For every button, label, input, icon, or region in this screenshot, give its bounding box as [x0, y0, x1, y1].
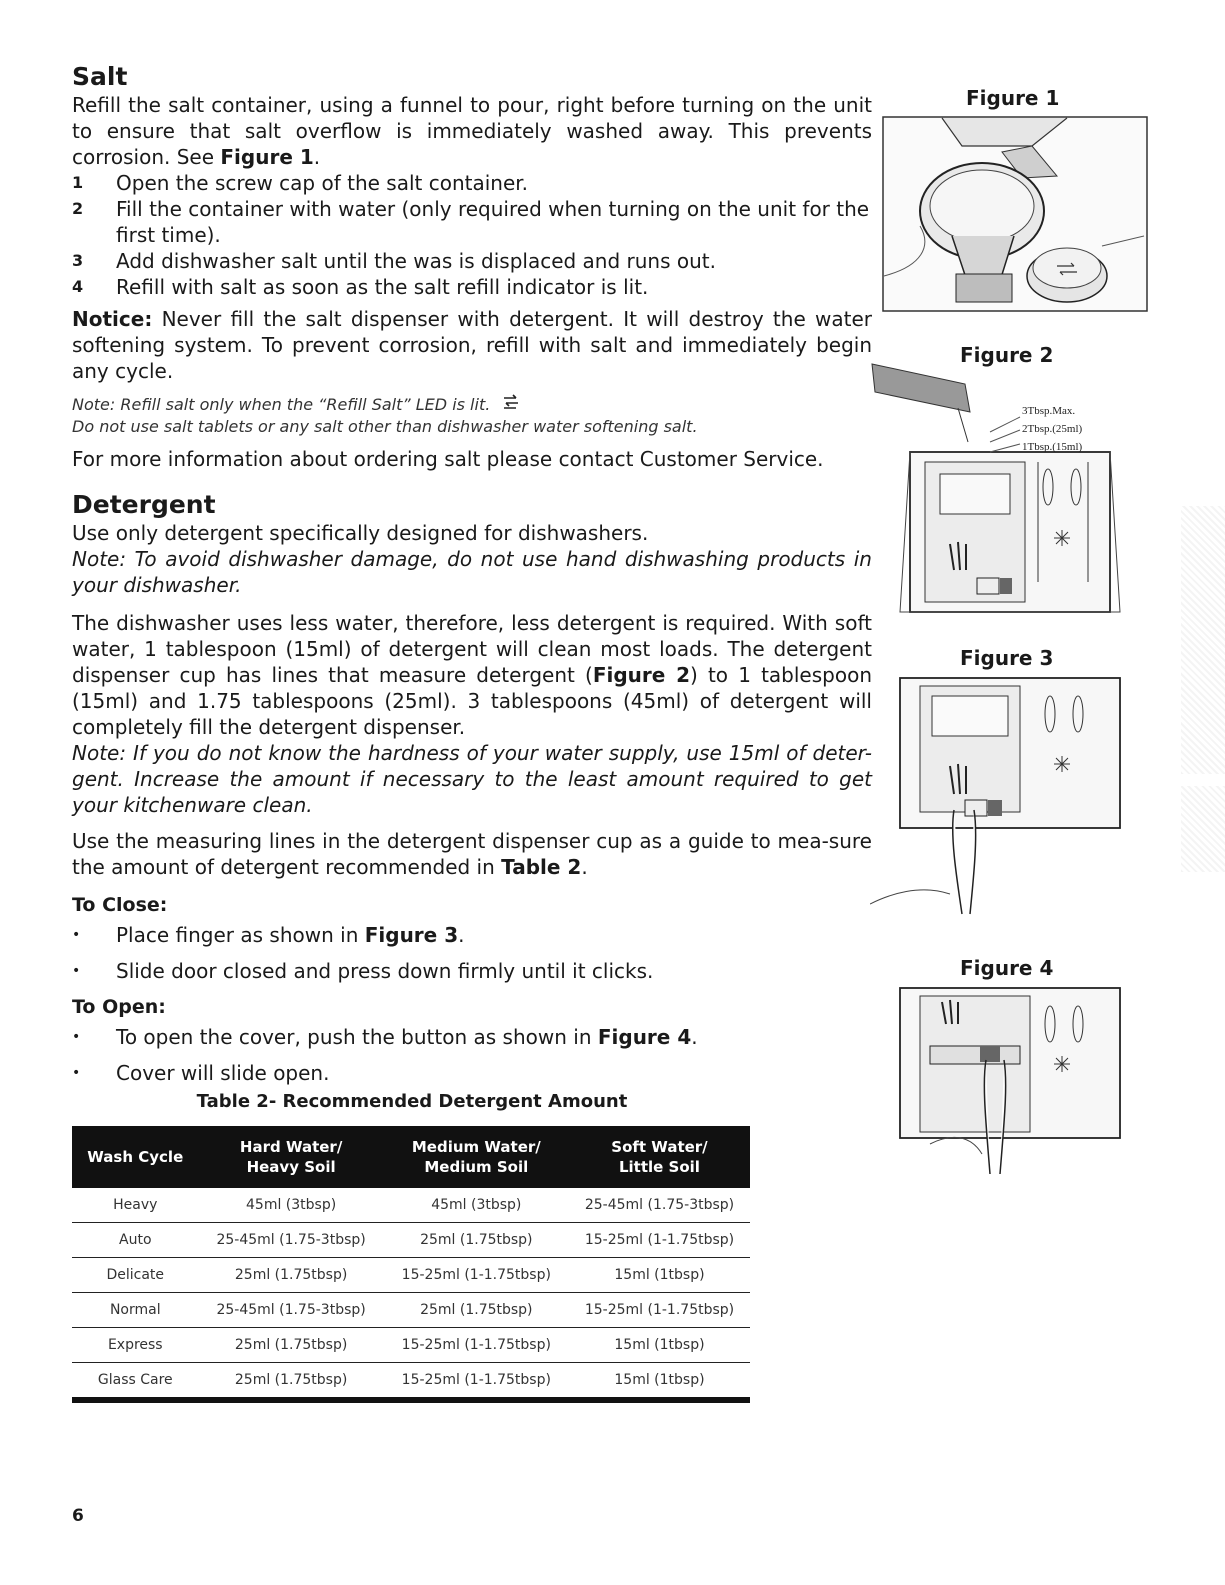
- list-item: 1 Open the screw cap of the salt container.: [72, 171, 529, 195]
- cell: Glass Care: [72, 1363, 199, 1401]
- table-2-ref: Table 2: [501, 855, 582, 879]
- cell: 25ml (1.75tbsp): [384, 1223, 569, 1258]
- text-column: [72, 62, 872, 1096]
- list-item: • Cover will slide open.: [72, 1060, 872, 1086]
- to-open-list: [72, 1024, 872, 1086]
- figure-2-detergent-dispenser-image: [870, 362, 1150, 650]
- edge-tab: [1181, 506, 1225, 774]
- figure-2-ref: Figure 2: [592, 663, 690, 687]
- list-item: • To open the cover, push the button as shown in Figure 4.: [72, 1024, 872, 1050]
- cell: 25ml (1.75tbsp): [199, 1258, 384, 1293]
- list-item: • Place finger as shown in Figure 3.: [72, 922, 872, 948]
- figure-4-open-dispenser-image: [870, 984, 1150, 1184]
- edge-tab: [1181, 786, 1225, 872]
- figure-4-title: Figure 4: [960, 956, 1054, 980]
- cell: 15-25ml (1-1.75tbsp): [384, 1258, 569, 1293]
- to-close-heading: To Close:: [72, 894, 168, 916]
- cell: Auto: [72, 1223, 199, 1258]
- salt-notice: Notice: Never fill the salt dispenser with detergent. It will destroy the water softening system. To prevent corrosion, refill with salt and immediately begin any cycle.: [72, 307, 872, 383]
- table-row: [72, 1363, 750, 1401]
- detergent-intro: Use only detergent specifically designed for dishwashers.: [72, 521, 649, 545]
- cell: Express: [72, 1328, 199, 1363]
- list-item: • Slide door closed and press down firmly until it clicks.: [72, 958, 872, 984]
- to-close-list: [72, 922, 872, 984]
- salt-more-info: For more information about ordering salt please contact Customer Service.: [72, 447, 824, 471]
- cell: 15-25ml (1-1.75tbsp): [569, 1223, 750, 1258]
- col-header-hard-water: Hard Water/ Heavy Soil: [199, 1126, 384, 1188]
- list-item: 2 Fill the container with water (only required when turning on the unit for the first time).: [72, 197, 870, 247]
- cell: 15ml (1tbsp): [569, 1258, 750, 1293]
- cell: Normal: [72, 1293, 199, 1328]
- detergent-note-hardness: Note: If you do not know the hardness of your water supply, use 15ml of deter-gent. Increase the amount if necessary to the least amount required to get your kitchenware clean.: [72, 741, 872, 817]
- figure-1-salt-funnel-image: [882, 116, 1148, 312]
- label-1tbsp: 1Tbsp.(15ml): [1022, 441, 1083, 453]
- salt-intro: Refill the salt container, using a funnel to pour, right before turning on the unit to ensure that salt overflow is immediately washed away. This prevents corrosion. See Figure 1.: [72, 93, 872, 169]
- cell: 45ml (3tbsp): [384, 1188, 569, 1223]
- cell: 15ml (1tbsp): [569, 1328, 750, 1363]
- figure-1-title: Figure 1: [966, 86, 1060, 110]
- cell: 25-45ml (1.75-3tbsp): [569, 1188, 750, 1223]
- table-row: [72, 1258, 750, 1293]
- detergent-amount-text: The dishwasher uses less water, therefore, less detergent is required. With soft water, 1 tablespoon (15ml) of detergent will clean most loads. The detergent dispenser cup has lines that measure detergent (Figure 2) to 1 tablespoon (15ml) and 1.75 tablespoons (25ml). 3 tablespoons (45ml) of detergent will completely fill the detergent dispenser.: [72, 611, 872, 739]
- figure-3-close-dispenser-image: [870, 674, 1150, 924]
- cell: 25ml (1.75tbsp): [384, 1293, 569, 1328]
- page-number: 6: [72, 1506, 84, 1526]
- figure-3-title: Figure 3: [960, 646, 1054, 670]
- list-item: 4 Refill with salt as soon as the salt refill indicator is lit.: [72, 275, 649, 299]
- table-row: [72, 1188, 750, 1223]
- cell: 25-45ml (1.75-3tbsp): [199, 1223, 384, 1258]
- table-title: Table 2- Recommended Detergent Amount: [196, 1091, 628, 1112]
- cell: 15-25ml (1-1.75tbsp): [384, 1328, 569, 1363]
- cell: 15-25ml (1-1.75tbsp): [384, 1363, 569, 1401]
- table-row: [72, 1328, 750, 1363]
- col-header-soft-water: Soft Water/ Little Soil: [569, 1126, 750, 1188]
- cell: Heavy: [72, 1188, 199, 1223]
- detergent-table: [72, 1126, 750, 1403]
- salt-heading: Salt: [72, 62, 128, 91]
- salt-steps: [72, 170, 872, 300]
- detergent-heading: Detergent: [72, 490, 216, 519]
- cell: 25-45ml (1.75-3tbsp): [199, 1293, 384, 1328]
- cell: 25ml (1.75tbsp): [199, 1328, 384, 1363]
- table-header-row: [72, 1126, 750, 1188]
- table-row: [72, 1293, 750, 1328]
- to-open-heading: To Open:: [72, 996, 166, 1018]
- salt-note-led: Note: Refill salt only when the “Refill Salt” LED is lit.: [72, 394, 872, 416]
- label-3tbsp-max: 3Tbsp.Max.: [1022, 405, 1076, 417]
- cell: 15-25ml (1-1.75tbsp): [569, 1293, 750, 1328]
- cell: 15ml (1tbsp): [569, 1363, 750, 1401]
- figure-2-labels: [1022, 402, 1082, 456]
- salt-indicator-icon: [501, 394, 521, 412]
- detergent-note-hand: Note: To avoid dishwasher damage, do not use hand dishwashing products in your dishwasher.: [72, 547, 872, 597]
- cell: 45ml (3tbsp): [199, 1188, 384, 1223]
- col-header-wash-cycle: Wash Cycle: [72, 1126, 199, 1188]
- table-row: [72, 1223, 750, 1258]
- salt-note-tablets: Do not use salt tablets or any salt other than dishwasher water softening salt.: [72, 417, 698, 436]
- cell: 25ml (1.75tbsp): [199, 1363, 384, 1401]
- label-2tbsp: 2Tbsp.(25ml): [1022, 423, 1083, 435]
- col-header-medium-water: Medium Water/ Medium Soil: [384, 1126, 569, 1188]
- figure-2-title: Figure 2: [960, 343, 1054, 367]
- figure-1-ref: Figure 1: [220, 145, 314, 169]
- cell: Delicate: [72, 1258, 199, 1293]
- detergent-measuring-text: Use the measuring lines in the detergent dispenser cup as a guide to mea-sure the amount of detergent recommended in Table 2.: [72, 829, 872, 879]
- list-item: 3 Add dishwasher salt until the was is displaced and runs out.: [72, 249, 716, 273]
